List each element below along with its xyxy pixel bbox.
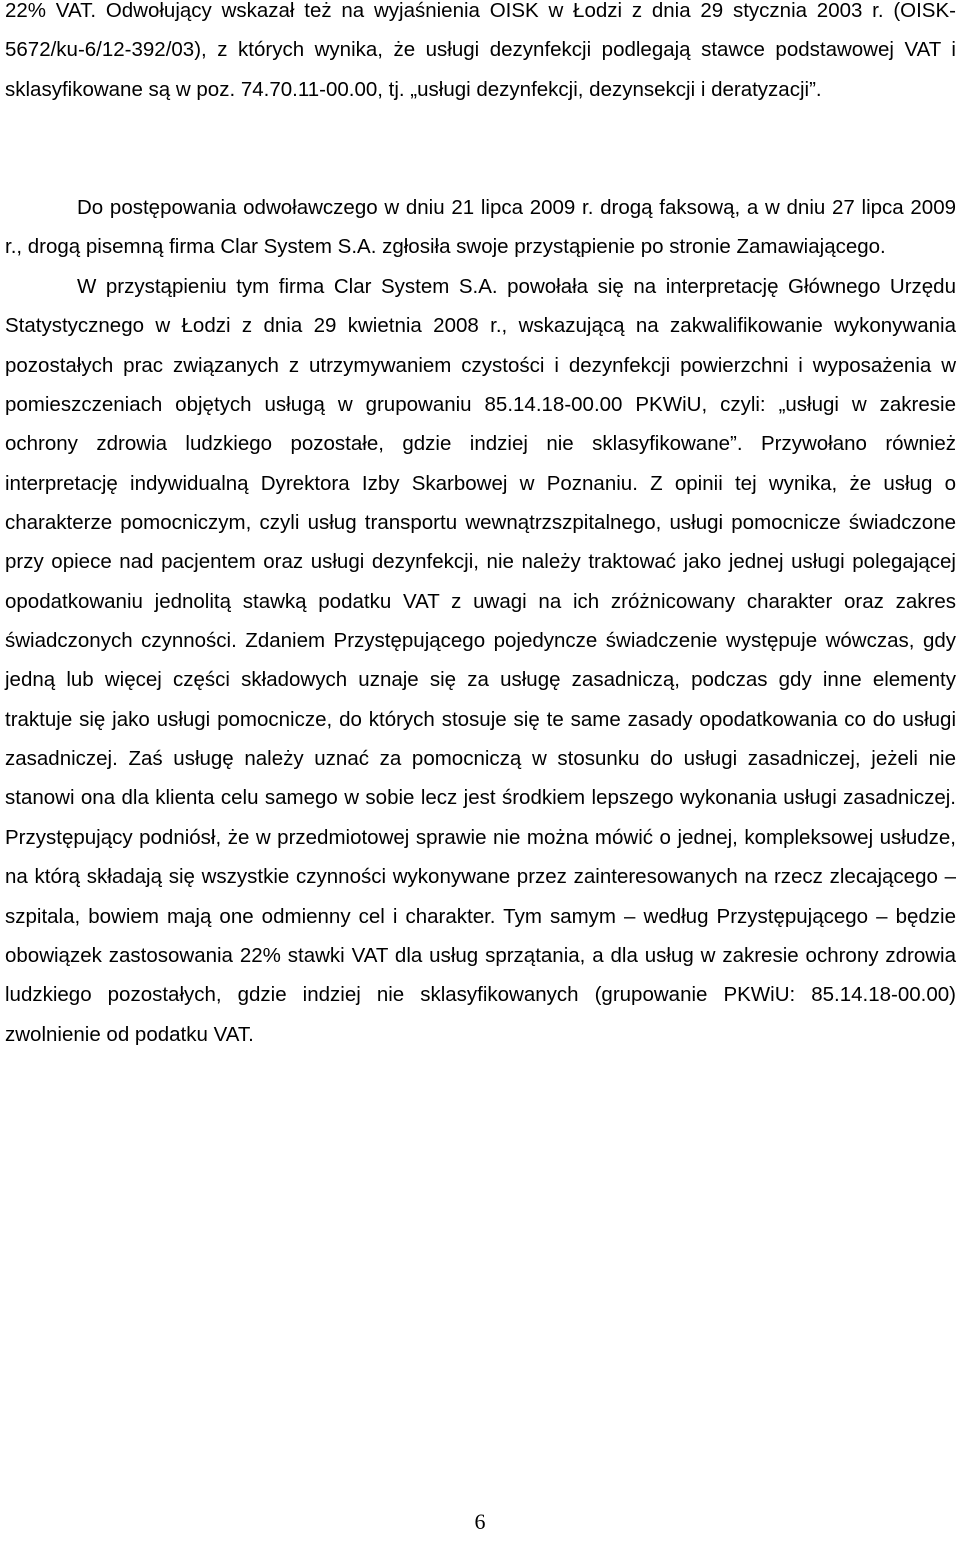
paragraph-3: W przystąpieniu tym firma Clar System S.A. powołała się na interpretację Głównego Urzędu Statystycznego w Łodzi z dnia 29 kwietnia 2008 r., wskazującą na zakwalifikowanie wykonywania pozostałych prac związanych z utrzymywaniem czystości i dezynfekcji powierzchni i wyposażenia w pomieszczeniach objętych usługą w grupowaniu 85.14.18-00.00 PKWiU, czyli: „usługi w zakresie ochrony zdrowia ludzkiego pozostałe, gdzie indziej nie sklasyfikowane”. Przywołano również interpretację indywidualną Dyrektora Izby Skarbowej w Poznaniu. Z opinii tej wynika, że usług o charakterze pomocniczym, czyli usług transportu wewnątrzszpitalnego, usługi pomocnicze świadczone przy opiece nad pacjentem oraz usługi dezynfekcji, nie należy traktować jako jednej usługi polegającej opodatkowaniu jednolitą stawką podatku VAT z uwagi na ich zróżnicowany charakter oraz zakres świadczonych czynności. Zdaniem Przystępującego pojedyncze świadczenie występuje wówczas, gdy jedną lub więcej części składowych uznaje się za usługę zasadniczą, podczas gdy inne elementy traktuje się jako usługi pomocnicze, do których stosuje się te same zasady opodatkowania co do usługi zasadniczej. Zaś usługę należy uznać za pomocniczą w stosunku do usługi zasadniczej, jeżeli nie stanowi ona dla klienta celu samego w sobie lecz jest środkiem lepszego wykonania usługi zasadniczej. Przystępujący podniósł, że w przedmiotowej sprawie nie można mówić o jednej, kompleksowej usłudze, na którą składają się wszystkie czynności wykonywane przez zainteresowanych na rzecz zlecającego – szpitala, bowiem mają one odmienny cel i charakter. Tym samym – według Przystępującego – będzie obowiązek zastosowania 22% stawki VAT dla usług sprzątania, a dla usług w zakresie ochrony zdrowia ludzkiego pozostałych, gdzie indziej nie sklasyfikowanych (grupowanie PKWiU: 85.14.18-00.00) zwolnienie od podatku VAT. — [5, 274, 956, 1046]
document-page — [5, 0, 956, 1054]
paragraph-2: Do postępowania odwoławczego w dniu 21 lipca 2009 r. drogą faksową, a w dniu 27 lipca 2009 r., drogą pisemną firma Clar System S.A. zgłosiła swoje przystąpienie po stronie Zamawiającego. — [5, 196, 956, 259]
page-number: 6 — [474, 1509, 486, 1534]
paragraph-spacer — [5, 109, 956, 188]
paragraph-1: 22% VAT. Odwołujący wskazał też na wyjaśnienia OISK w Łodzi z dnia 29 stycznia 2003 r. (OISK-5672/ku-6/12-392/03), z których wynika, że usługi dezynfekcji podlegają stawce podstawowej VAT i sklasyfikowane są w poz. 74.70.11-00.00, tj. „usługi dezynfekcji, dezynsekcji i deratyzacji”. — [5, 0, 956, 101]
